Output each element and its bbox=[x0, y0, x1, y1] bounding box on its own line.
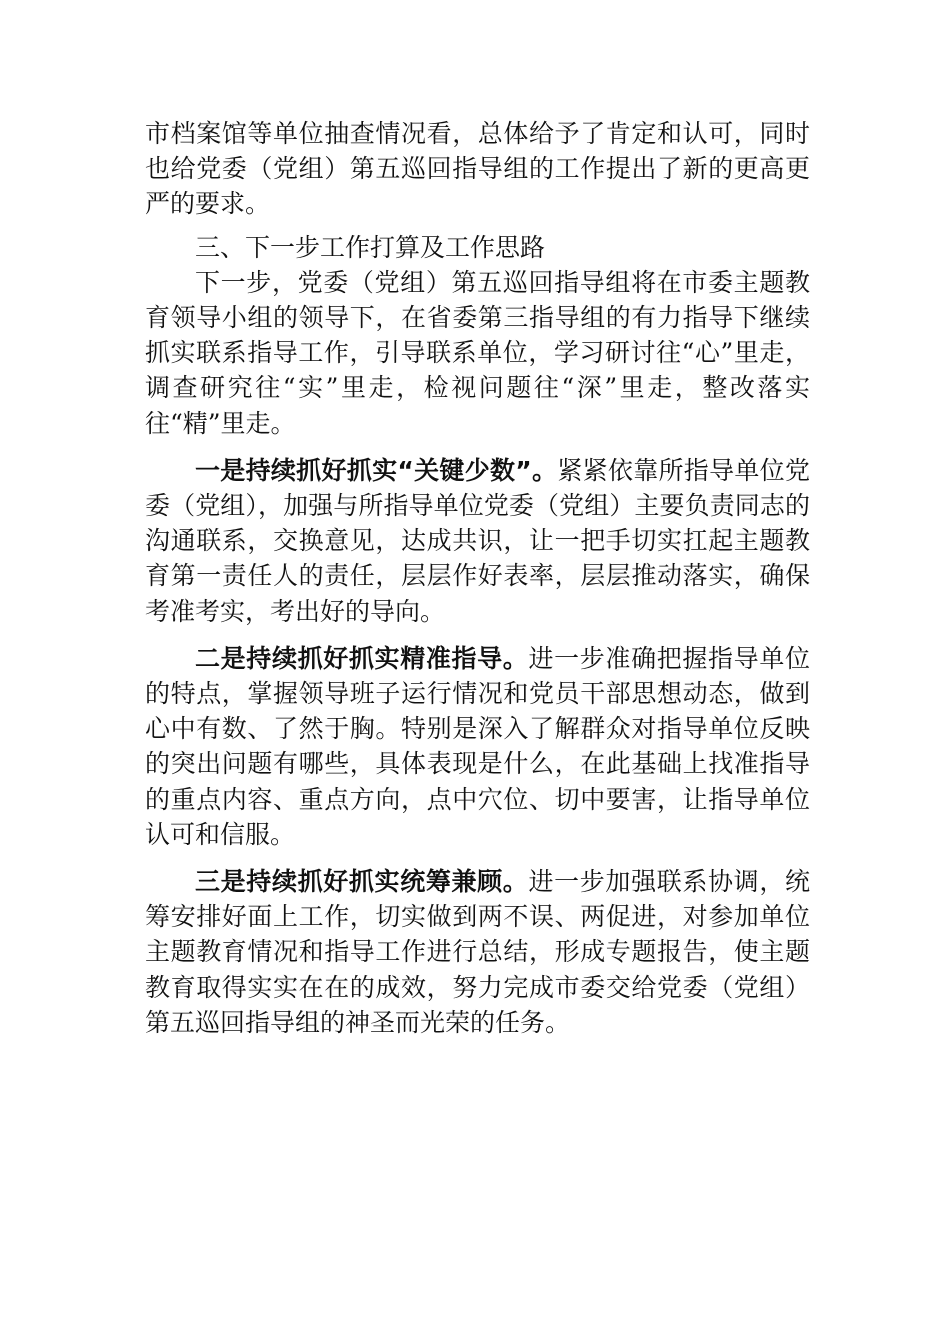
item-1-body: 紧紧依靠所指导单位党委（党组），加强与所指导单位党委（党组）主要负责同志的沟通联系，交换意见，达成共识，让一把手切实扛起主题教育第一责任人的责任，层层作好表率，层层推动落实，确保考准考实，考出好的导向。 bbox=[145, 455, 810, 626]
item-1-lead: 一是持续抓好抓实“关键少数”。 bbox=[195, 455, 558, 485]
item-2-lead: 二是持续抓好抓实精准指导。 bbox=[195, 643, 529, 673]
section-heading: 三、下一步工作打算及工作思路 bbox=[195, 232, 546, 262]
paragraph-item-3 bbox=[145, 864, 810, 1040]
item-3-body: 进一步加强联系协调，统筹安排好面上工作，切实做到两不误、两促进，对参加单位主题教育情况和指导工作进行总结，形成专题报告，使主题教育取得实实在在的成效，努力完成市委交给党委（党组）第五巡回指导组的神圣而光荣的任务。 bbox=[145, 867, 810, 1037]
paragraph-intro-tail: 市档案馆等单位抽查情况看，总体给予了肯定和认可，同时也给党委（党组）第五巡回指导组的工作提出了新的更高更严的要求。 bbox=[145, 119, 810, 219]
paragraph-next-steps: 下一步，党委（党组）第五巡回指导组将在市委主题教育领导小组的领导下，在省委第三指导组的有力指导下继续抓实联系指导工作，引导联系单位，学习研讨往“心”里走，调查研究往“实”里走，检视问题往“深”里走，整改落实往“精”里走。 bbox=[145, 267, 810, 438]
paragraph-item-2 bbox=[145, 641, 810, 852]
item-2-body: 进一步准确把握指导单位的特点，掌握领导班子运行情况和党员干部思想动态，做到心中有数、了然于胸。特别是深入了解群众对指导单位反映的突出问题有哪些，具体表现是什么，在此基础上找准指导的重点内容、重点方向，点中穴位、切中要害，让指导单位认可和信服。 bbox=[145, 643, 810, 849]
document-page bbox=[145, 116, 810, 1040]
item-3-lead: 三是持续抓好抓实统筹兼顾。 bbox=[195, 867, 529, 897]
paragraph-item-1 bbox=[145, 453, 810, 629]
